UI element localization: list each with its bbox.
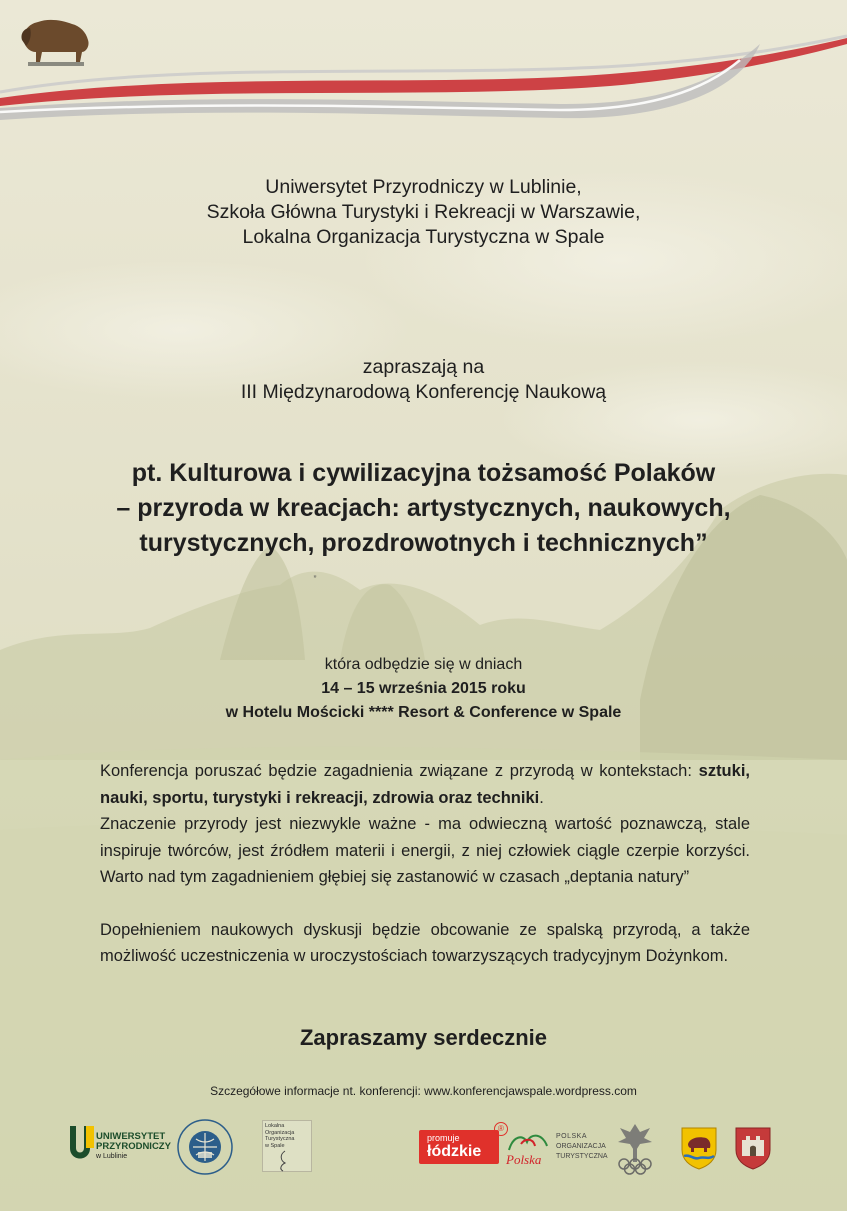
organizer-line: Lokalna Organizacja Turystyczna w Spale: [242, 226, 605, 248]
sgtir-logo-icon: [176, 1118, 234, 1176]
title-line: turystycznych, prozdrowotnych i technicznych”: [139, 529, 708, 557]
title-stray-quote: ”: [313, 574, 317, 584]
title-line: pt. Kulturowa i cywilizacyjna tożsamość Polaków: [131, 459, 716, 487]
invite-line: zapraszają na: [362, 356, 485, 378]
registered-mark: ®: [494, 1122, 508, 1136]
description: [100, 758, 750, 970]
organizer-line: Uniwersytet Przyrodniczy w Lublinie,: [265, 176, 582, 198]
promuje-lodzkie-logo: [419, 1124, 504, 1164]
lot-line: w Spale: [265, 1142, 285, 1149]
up-lublin-text: [96, 1132, 171, 1162]
description-paragraph-2: Znaczenie przyrody jest niezwykle ważne - ma odwieczną wartość poznawczą, stale inspiruje twórców, jest źródłem materii i energii, z niej człowiek ciągle czerpie korzyści. Warto nad tym zagadnieniem głębiej się zastanowić w czasach „deptania natury”: [100, 815, 750, 886]
header-swoosh-decoration: [0, 0, 847, 140]
lot-map-icon: [265, 1149, 305, 1173]
pot-logo: [556, 1132, 608, 1162]
lot-line: Lokalna Organizacja: [265, 1123, 295, 1136]
p1-topics: sztuki, nauki, sportu, turystyki i rekreacji, zdrowia oraz techniki: [100, 762, 750, 807]
pot-line: TURYSTYCZNA: [556, 1153, 608, 1160]
organizer-line: Szkoła Główna Turystyki i Rekreacji w Warszawie,: [206, 201, 641, 223]
event-venue: w Hotelu Mościcki **** Resort & Conference w Spale: [225, 704, 622, 721]
conference-title: [0, 456, 847, 561]
pot-line: ORGANIZACJA: [556, 1143, 606, 1150]
coat-of-arms-town-icon: [734, 1126, 772, 1170]
organizers: [0, 175, 847, 250]
promuje-line: promuje: [427, 1133, 460, 1143]
event-dates: 14 – 15 września 2015 roku: [321, 680, 526, 697]
p1-text: Konferencja poruszać będzie zagadnienia związane z przyrodą w kontekstach:: [100, 762, 692, 780]
up-mark-icon: [66, 1122, 96, 1166]
title-line: – przyroda w kreacjach: artystycznych, naukowych,: [116, 494, 731, 522]
polska-brand-text: Polska: [506, 1152, 542, 1167]
lot-spala-logo: [262, 1120, 312, 1172]
event-details: [0, 653, 847, 725]
closing-invitation: Zapraszamy serdecznie: [299, 1025, 548, 1050]
coat-of-arms-bison-icon: [680, 1126, 718, 1170]
bison-statue-icon: [18, 12, 94, 66]
p1-end: .: [539, 788, 544, 807]
olympic-eagle-emblem-icon: [612, 1120, 658, 1176]
up-lublin-logo: [66, 1122, 171, 1168]
promuje-region: łódzkie: [427, 1143, 482, 1160]
up-line: w Lublinie: [96, 1153, 128, 1160]
sponsor-logos: [0, 1118, 847, 1180]
up-line: UNIWERSYTET: [96, 1131, 166, 1142]
invitation: [0, 355, 847, 405]
description-paragraph-3: Dopełnieniem naukowych dyskusji będzie obcowanie ze spalską przyrodą, a także możliwość uczestniczenia w uroczystościach towarzyszących tradycyjnym Dożynkom.: [100, 920, 750, 965]
invite-conference-type: III Międzynarodową Konferencję Naukową: [240, 381, 607, 403]
up-line: PRZYRODNICZY: [96, 1141, 171, 1152]
more-info-link[interactable]: Szczegółowe informacje nt. konferencji: www.konferencjawspale.wordpress.com: [210, 1084, 637, 1098]
description-paragraph-1: [100, 758, 750, 811]
pot-line: POLSKA: [556, 1133, 588, 1140]
polska-brand-logo: [503, 1128, 553, 1168]
event-intro: która odbędzie się w dniach: [324, 656, 523, 673]
lot-line: Turystyczna: [265, 1136, 295, 1142]
